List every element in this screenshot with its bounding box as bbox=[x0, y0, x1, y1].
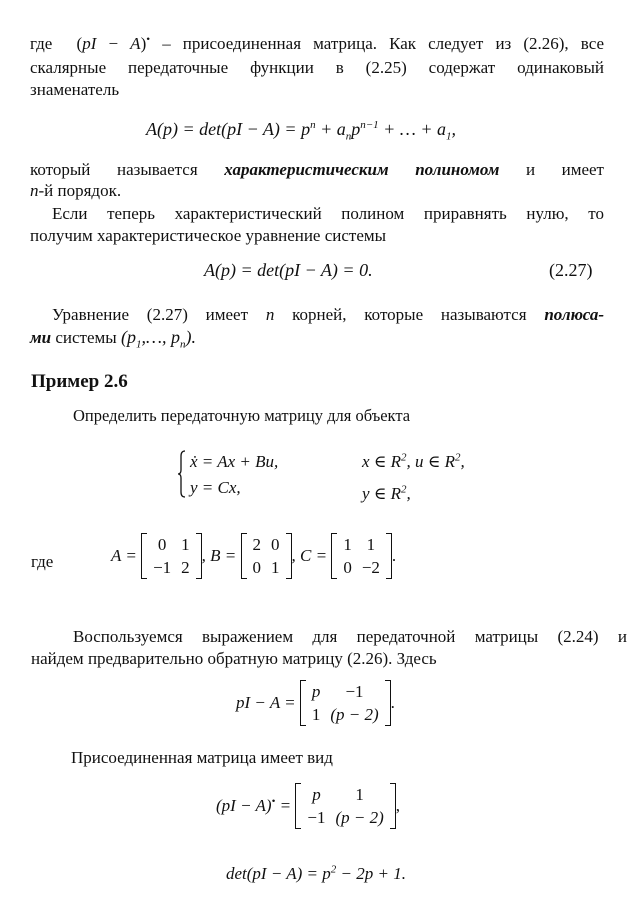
paragraph-1-line-1 bbox=[30, 34, 604, 54]
paragraph-1-line-3: знаменатель bbox=[30, 80, 120, 99]
equation-number: (2.27) bbox=[549, 260, 593, 280]
matrix-pI-minus-A: p −1 1 (p − 2) bbox=[300, 680, 391, 726]
paragraph-3-line-2: получим характеристическое уравнение системы bbox=[30, 226, 387, 245]
paragraph-6: Присоединенная матрица имеет вид bbox=[71, 748, 333, 767]
matrices-definition: A = 0 1 −1 2 , B = 2 0 0 1 , C = 1 1 0 −2 . bbox=[111, 535, 397, 577]
matrix-C: 1 1 0 −2 bbox=[331, 533, 392, 579]
equation-pI-minus-A: pI − A = p −1 1 (p − 2) . bbox=[236, 682, 395, 724]
term-poles: полюса- bbox=[544, 305, 605, 324]
example-task: Определить передаточную матрицу для объекта bbox=[73, 406, 411, 425]
paragraph-3-line-1: Если теперь характеристический полином приравнять нулю, то bbox=[52, 204, 604, 223]
text-gde: где bbox=[30, 34, 53, 53]
system-equation-2: y = Cx, bbox=[190, 478, 241, 497]
equation-adjugate: (pI − A)• = p 1 −1 (p − 2) , bbox=[216, 785, 401, 827]
paragraph-1-text: – присоединенная матрица. Как следует из (2.26), все bbox=[150, 34, 605, 53]
paragraph-2-line-1: который называется характеристическим полиномом и имеет bbox=[30, 160, 604, 179]
paragraph-1-line-2: скалярные передаточные функции в (2.25) содержат одинаковый bbox=[30, 58, 604, 77]
equation-characteristic: A(p) = det(pI − A) = 0. bbox=[204, 260, 373, 280]
equation-determinant: $\det(pI - A) = p^2 - 2p + 1$. bbox=[226, 863, 406, 883]
paragraph-5-line-2: найдем предварительно обратную матрицу (2.26). Здесь bbox=[31, 649, 437, 668]
matrix-adjugate: p 1 −1 (p − 2) bbox=[295, 783, 395, 829]
system-condition-2: y ∈ $R^2$, bbox=[362, 483, 411, 503]
paragraph-2-line-2: n-й порядок. bbox=[30, 181, 122, 200]
system-condition-1: x ∈ $R^2$, u ∈ $R^2$, bbox=[362, 451, 465, 471]
left-brace bbox=[178, 450, 186, 498]
paragraph-5-line-1: Воспользуемся выражением для передаточной матрицы (2.24) и bbox=[73, 627, 627, 646]
matrix-B: 2 0 0 1 bbox=[241, 533, 292, 579]
paragraph-4-line-2: ми системы ($p_1,\dots$, $p_n$). bbox=[30, 327, 196, 351]
text-gde-matrices: где bbox=[31, 552, 54, 571]
matrix-A: 0 1 −1 2 bbox=[141, 533, 202, 579]
equation-characteristic-polynomial: $A(p) = \det(pI - A) = p^n + a_np^{n-1}$ + … + $a_1$, bbox=[146, 119, 456, 143]
term-characteristic-polynomial: характеристическим полиномом bbox=[224, 160, 500, 179]
system-equation-1: ẋ = Ax + Bu, bbox=[190, 452, 279, 471]
paragraph-4-line-1: Уравнение (2.27) имеет n корней, которые называются полюса- bbox=[52, 305, 605, 324]
adjugate-expression: (pI − A)• bbox=[76, 33, 151, 53]
example-heading: Пример 2.6 bbox=[31, 371, 128, 392]
